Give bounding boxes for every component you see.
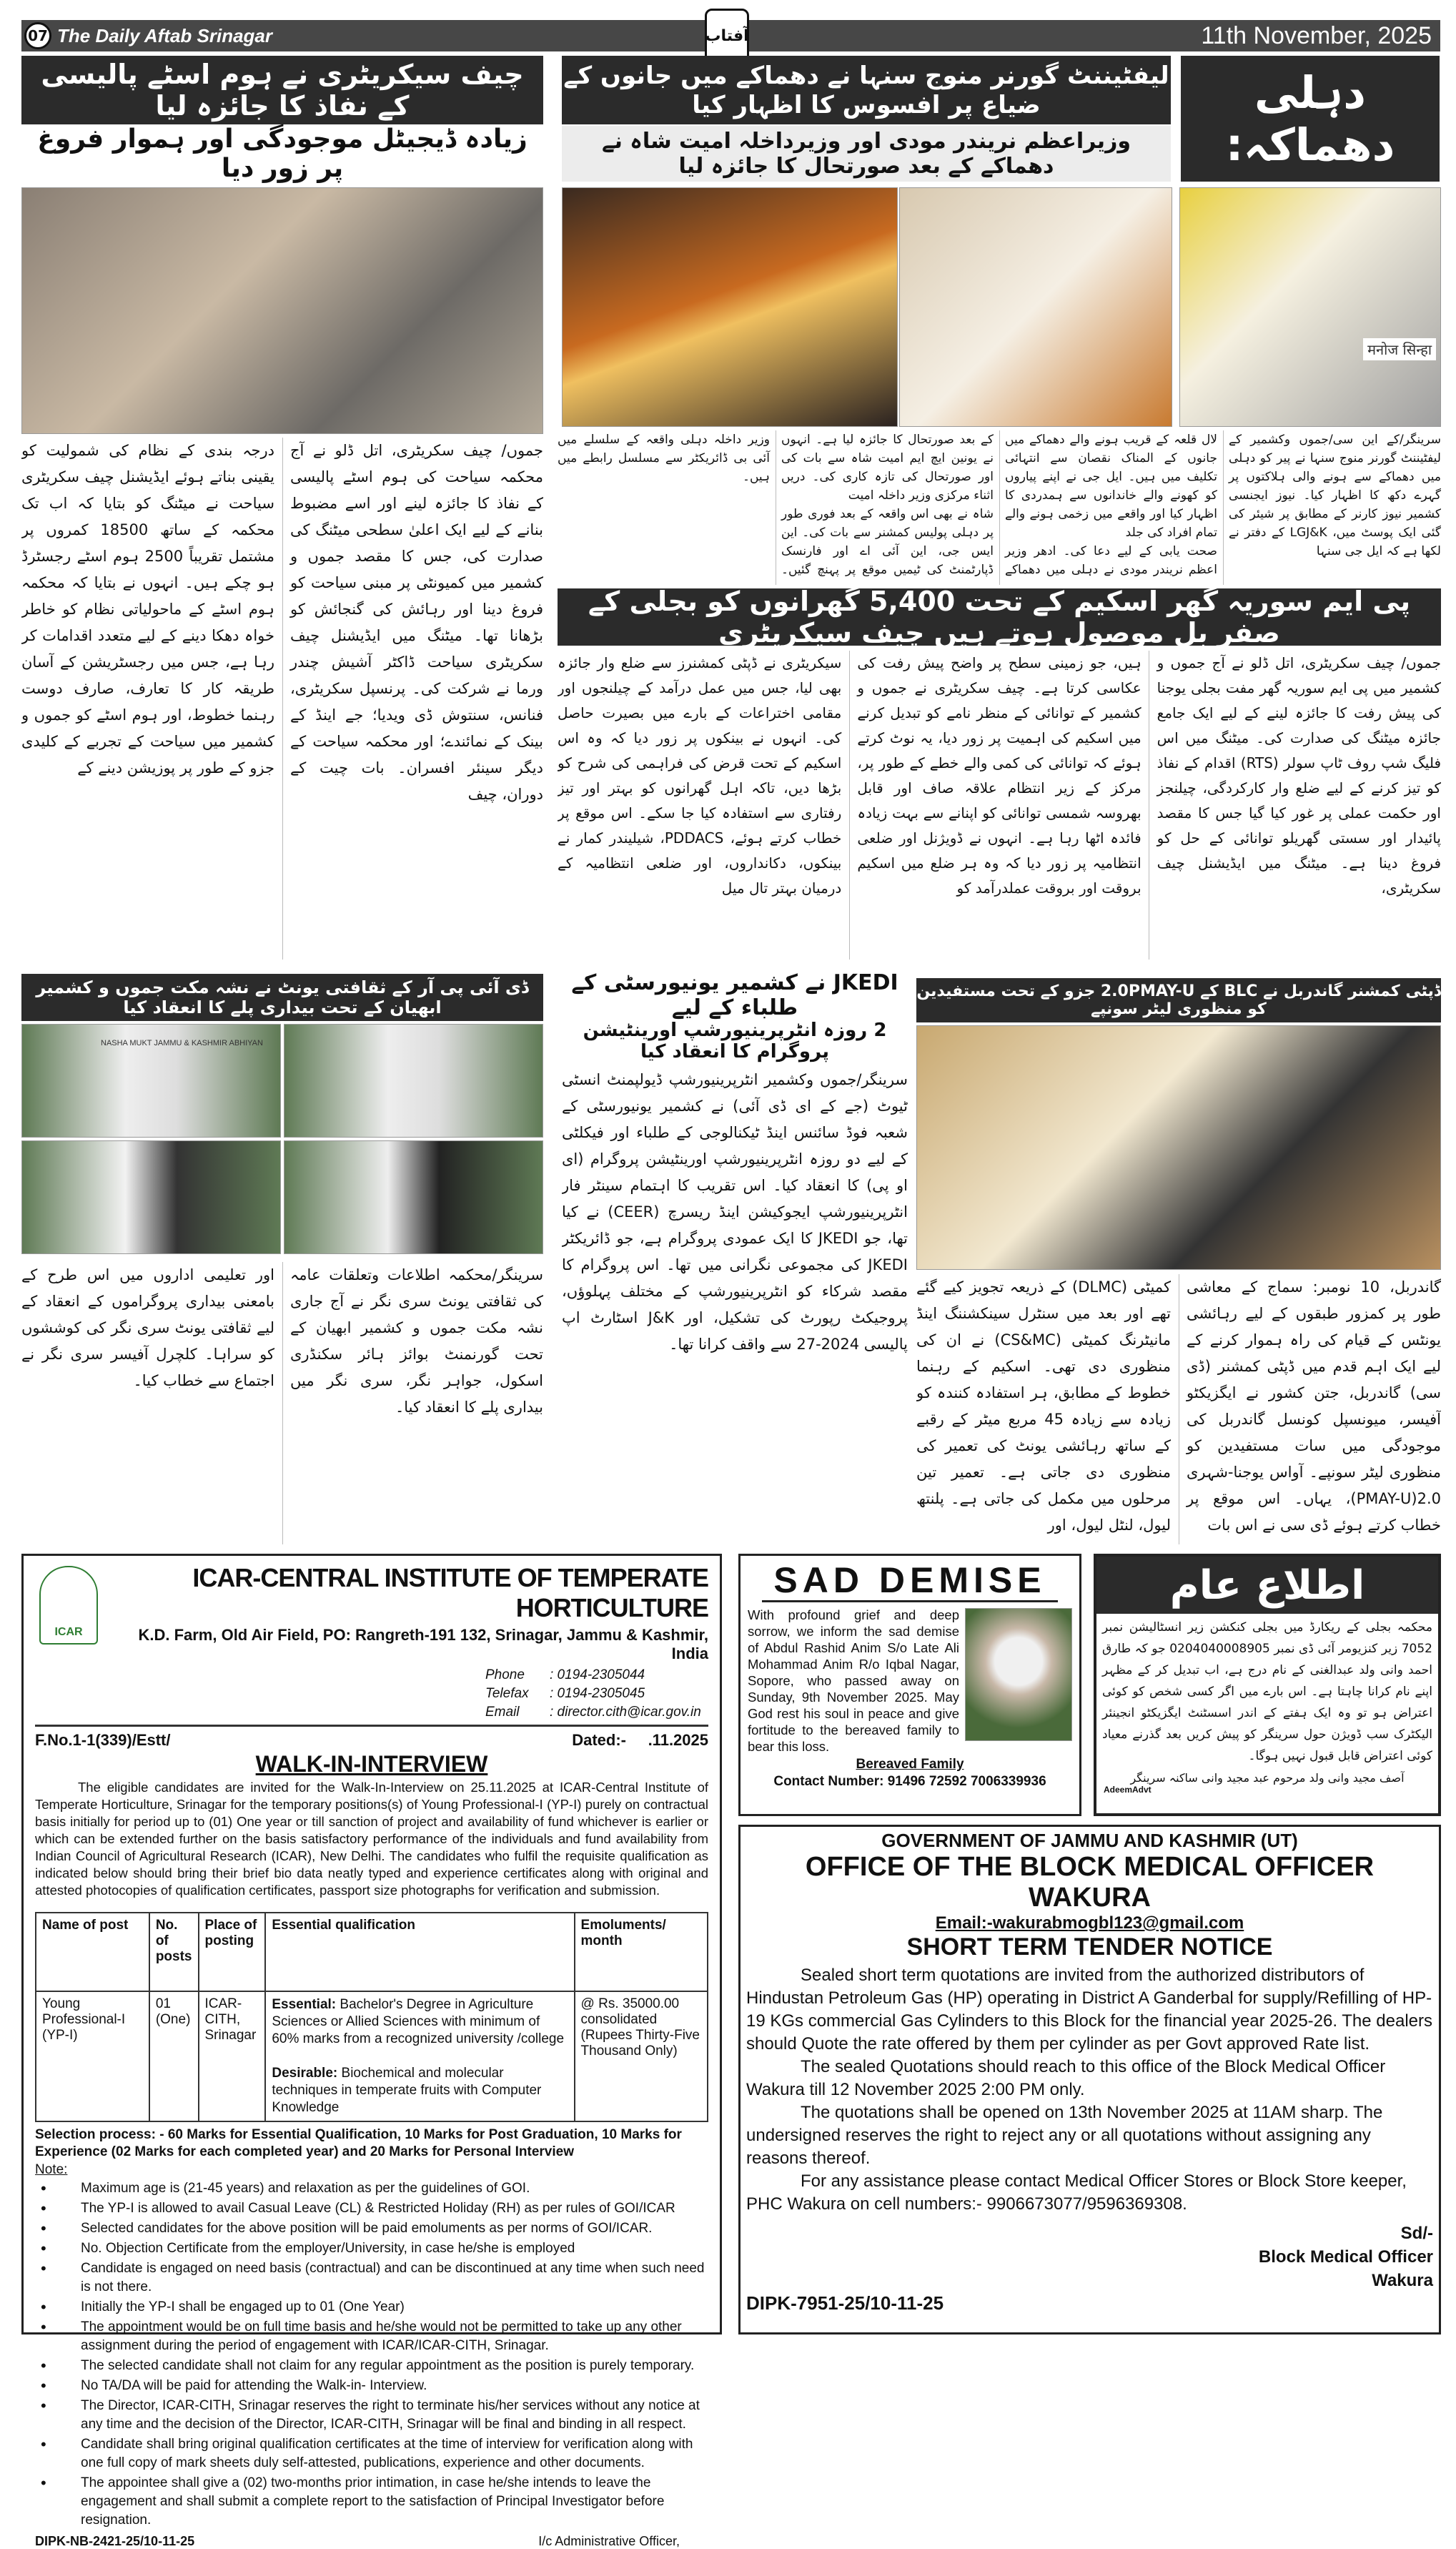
approval-letter-photo <box>916 1025 1441 1270</box>
public-notice-title: اطلاع عام <box>1096 1557 1438 1614</box>
tender-paragraph: For any assistance please contact Medical Officer Stores or Block Store keeper, PHC Wakura on cell numbers:- 9906673077/9596369308. <box>746 2171 1407 2214</box>
table-row: Young Professional-I (YP-I) 01 (One) ICAR-CITH, Srinagar Essential: Bachelor's Degree in Agriculture Sciences or Allied Sciences with minimum of 60% marks from a recognized university /college Desirable: Biochemical and molecular techniques in temperate fruits with Computer Knowledge @ Rs. 35000.00 consolidated (Rupees Thirty-Five Thousand Only) <box>36 1991 708 2121</box>
icar-logo <box>39 1566 98 1645</box>
tender-office: OFFICE OF THE BLOCK MEDICAL OFFICER WAKURA <box>805 1852 1375 1913</box>
icar-contact-telefax: Telefax : 0194-2305045 <box>485 1686 645 1701</box>
article-paragraph: گاندربل، 10 نومبر: سماج کے معاشی طور پر کمزور طبقوں کے لیے رہائشی یونٹس کے قیام کی راہ ہموار کرنے کے لیے ایک اہم قدم میں ڈپٹی کمشنر (ڈی سی) گاندربل، جتن کشور نے ایگزیکٹو آفیسر، میونسپل کونسل گاندربل کی موجودگی میں سات مستفیدین کو منظوری لیٹر سونپے۔ آواس یوجنا-شہری 2.0(PMAY-U)، یہاں۔ اس موقع پر خطاب کرتے ہوئے ڈی سی نے اس بات <box>1187 1278 1441 1534</box>
list-item: • The Director, ICAR-CITH, Srinagar reserves the right to terminate his/her services without any notice at any time and the decision of the Director, ICAR-CITH, Srinagar will be final and binding in all respect. <box>35 2397 708 2434</box>
tender-email: Email:-wakurabmogbl123@gmail.com <box>935 1913 1244 1933</box>
public-notice <box>1094 1554 1441 1816</box>
article-paragraph: درجہ بندی کے نظام کی شمولیت کو یقینی بناتے ہوئے ایڈیشنل چیف سکریٹری سیاحت نے میٹنگ کو بتایا کہ اب تک محکمہ کے ساتھ 18500 کمروں پر مشتمل تقریباً 2500 ہوم اسٹے رجسٹرڈ ہو چکے ہیں۔ انہوں نے بتایا کہ محکمہ ہوم اسٹے کے ماحولیاتی نظام کو خاطر خواہ دھکا دینے کے لیے متعدد اقدامات کر رہا ہے، جس میں رجسٹریشن کے آسان طریقہ کار کا تعارف، صارف دوست رہنما خطوط، اور ہوم اسٹے کو جموں و کشمیر میں سیاحت کے تجربے کے کلیدی جزو کے طور پر پوزیشن دینے کے <box>21 442 274 776</box>
tender-paragraph: Sealed short term quotations are invited from the authorized distributors of Hindustan Petroleum Gas (HP) operating in District A Ganderbal for supply/Refilling of HP-19 KGs commercial Gas Cylinders to this Block for the financial year 2025-26. The dealers should Quote the rate offered by them per cylinder as per Govt approved Rate list. <box>746 1966 1432 2054</box>
icar-logo-text: ICAR <box>54 1626 83 1638</box>
notes-list <box>35 2179 708 2530</box>
list-item: • Initially the YP-I shall be engaged up to 01 (One Year) <box>35 2298 708 2317</box>
article-paragraph: سرینگر/کے این سی/جموں وکشمیر کے لیفٹیننٹ گورنر منوج سنہا نے پیر کو دہلی میں دھماکے سے ہونے والی ہلاکتوں پر گہرے دکھ کا اظہار کیا۔ نیوز ایجنسی کشمیر نیوز کارنر کے مطابق پر شیئر کی گئی ایک پوسٹ میں، LGJ&K کے دفتر نے لکھا ہے کہ ایل جی سنہا <box>1229 433 1441 558</box>
article-paragraph: کمیٹی (DLMC) کے ذریعہ تجویز کیے گئے تھے اور بعد میں سنٹرل سینکشننگ اینڈ مانیٹرنگ کمیٹی (CS&MC) نے ان کی منظوری دی تھی۔ اسکیم کے رہنما خطوط کے مطابق، ہر استفادہ کنندہ کو زیادہ سے زیادہ 45 مربع میٹر کے رقبے کے ساتھ رہائشی یونٹ کی تعمیر کی منظوری دی جاتی ہے۔ تعمیر تین مرحلوں میں مکمل کی جاتی ہے۔ پلنتھ لیول، لنٹل لیول، اور <box>916 1278 1171 1534</box>
deceased-photo <box>965 1608 1072 1741</box>
list-item: • The selected candidate shall not claim for any regular appointment as the position is purely temporary. <box>35 2357 708 2375</box>
homestay-article <box>21 438 543 960</box>
blast-fire-photo <box>562 187 898 427</box>
list-item: • No. Objection Certificate from the employer/University, in case he/she is employed <box>35 2239 708 2258</box>
article-paragraph: اور تعلیمی اداروں میں اس طرح کے بامعنی بیداری پروگراموں کے انعقاد کے لیے ثقافتی یونٹ سری نگر کی کوششوں کو سراہا۔ کلچرل آفیسر سری نگر نے اجتماع سے خطاب کیا۔ <box>21 1266 274 1389</box>
sad-demise-title: SAD DEMISE <box>762 1560 1058 1602</box>
note-label: Note: <box>35 2162 68 2177</box>
awareness-play-photo <box>284 1140 543 1254</box>
issue-date: 11th November, 2025 <box>1201 22 1432 49</box>
article-paragraph: جموں/ چیف سکریٹری، اتل ڈلو نے آج جموں و کشمیر میں پی ایم سوریہ گھر مفت بجلی یوجنا کی پیش رفت کا جائزہ لینے کے لیے ایک جامع جائزہ میٹنگ کی صدارت کی۔ میٹنگ میں اس فلیگ شپ روف ٹاپ سولر (RTS) اقدام کے نفاذ کو تیز کرنے کے لیے ضلع وار کارکردگی، چیلنجز اور حکمت عملی پر غور کیا گیا جس کا مقصد پائیدار اور سستی گھریلو توانائی کے حل کو فروغ دینا ہے۔ میٹنگ میں ایڈیشنل چیف سکریٹری، <box>1157 654 1441 897</box>
drug-free-headline: ڈی آئی پی آر کے ثقافتی یونٹ نے نشہ مکت جموں و کشمیر ابھیان کے تحت بیداری پلے کا انعقاد کیا <box>21 974 543 1021</box>
tender-notice <box>738 1825 1441 2334</box>
article-paragraph: لال قلعہ کے قریب ہونے والے دھماکے میں جانوں کے المناک نقصان سے انتہائی تکلیف میں ہیں۔ ایل جی نے اپنے پیاروں کو کھونے والے خاندانوں سے ہمدردی کا اظہار کیا اور واقعے میں زخمی ہونے والے تمام افراد کی جلد <box>1005 433 1217 540</box>
homestay-headline: چیف سیکریٹری نے ہوم اسٹے پالیسی کے نفاذ کا جائزہ لیا <box>21 56 543 124</box>
tender-signature: Sd/- <box>1400 2224 1433 2243</box>
jkedi-headline-2: 2 روزہ انٹرپرینیورشپ اورینٹیشن پروگرام کا انعقاد کیا <box>583 1020 887 1063</box>
tender-signatory: Block Medical Officer <box>1258 2247 1433 2267</box>
list-item: • Maximum age is (21-45 years) and relaxation as per the guidelines of GOI. <box>35 2179 708 2198</box>
delhi-blast-kicker: دہلی دھماکہ: <box>1181 56 1440 182</box>
contact-number: Contact Number: 91496 72592 7006339936 <box>773 1774 1046 1789</box>
tender-paragraph: The quotations shall be opened on 13th November 2025 at 11AM sharp. The undersigned reserves the right to reject any or all quotations without assigning any reasons thereof. <box>746 2103 1383 2168</box>
awareness-play-photo <box>21 1024 281 1138</box>
article-paragraph: سرینگر/محکمہ اطلاعات وتعلقات عامہ کی ثقافتی یونٹ سری نگر نے آج جاری نشہ مکت جموں و کشمیر ابھیان کے تحت گورنمنٹ بوائز ہائر سکنڈری اسکول، جواہر نگر، سری نگر میں بیداری پلے کا انعقاد کیا۔ <box>290 1266 543 1416</box>
icar-signatory: I/c Administrative Officer, <box>538 2534 680 2548</box>
pmay-article <box>916 1274 1441 1544</box>
delhi-blast-article <box>558 430 1441 585</box>
tender-reference: DIPK-7951-25/10-11-25 <box>746 2292 944 2314</box>
article-paragraph: سیکریٹری نے ڈپٹی کمشنرز سے ضلع وار جائزہ بھی لیا، جس میں عمل درآمد کے چیلنجوں اور مقامی اختراعات کے بارے میں بصیرت حاصل کی۔ انہوں نے بینکوں پر زور دیا کہ وہ اس اسکیم کے تحت قرض کی فراہمی کی شرح کو بڑھا دیں، تاکہ اہل گھرانوں کو بہتر اور تیز رفتاری سے استفادہ کیا جا سکے۔ اس موقع پر خطاب کرتے ہوئے، PDDACS، شیلیندر کمار نے بینکوں، دکانداروں، اور ضلعی انتظامیہ کے درمیان بہتر تال میل <box>558 654 842 897</box>
surya-ghar-headline: پی ایم سوریہ گھر اسکیم کے تحت 5,400 گھرانوں کو بجلی کے صفر بل موصول ہوتے ہیں چیف سیکریٹری <box>558 588 1441 646</box>
pmay-headline: ڈپٹی کمشنر گاندربل نے BLC کے 2.0PMAY-U جزو کے تحت مستفیدین کو منظوری لیٹر سونپے <box>916 978 1441 1022</box>
list-item: • Candidate is engaged on need basis (contractual) and can be discontinued at any time when such need is not there. <box>35 2259 708 2297</box>
public-notice-body: محکمہ بجلی کے ریکارڈ میں بجلی کنکشن زیر انسٹالیشن نمبر 7052 زیر کنزیومر آئی ڈی نمبر 0204040008905 جو کہ طارق احمد وانی ولد عبدالغنی کے نام درج ہے، اب تبدیل کر کے مظہر اپنے نام کرانا چاہتا ہے۔ اس بارے میں اگر کسی شخص کو کوئی اعتراض ہو تو وہ ایک ہفتے کے اندر اسسٹنٹ ایگزیکٹو انجینئر الیکٹرک سب ڈویژن حول سرینگر کو پیش کریں بعد گذرنے معیاد کوئی اعتراض قابل قبول نہیں ہوگا۔ <box>1102 1620 1432 1763</box>
icar-intro: The eligible candidates are invited for the Walk-In-Interview on 25.11.2025 at ICAR-Central Institute of Temperate Horticulture, Srinagar for the temporary positions(s) of Young Professional-I (YP-I) purely on contractual basis initially for period up to (01) One year or till sanction of project and availability of fund whichever is earlier or which can be extended further on the basis satisfactory performance of the individuals and fund availability from Indian Council of Agricultural Research (ICAR), New Delhi. The candidates who fulfil the requisite qualification as indicated below should bring their brief bio data neatly typed and experience certificates along with original and attested photocopies of qualification certificates, passport size photographs for verification and submission. <box>35 1780 708 1898</box>
tender-government: GOVERNMENT OF JAMMU AND KASHMIR (UT) <box>881 1830 1298 1851</box>
table-header-row: Name of post No. of posts Place of posting Essential qualification Emoluments/ month <box>36 1913 708 1991</box>
walk-in-heading: WALK-IN-INTERVIEW <box>255 1751 488 1777</box>
icar-file-number: F.No.1-1(339)/Estt/ <box>35 1731 171 1749</box>
modi-photo <box>899 187 1172 427</box>
selection-process: Selection process: - 60 Marks for Essential Qualification, 10 Marks for Post Graduation, 10 Marks for Experience (02 Marks for each completed year) and 20 Marks for Personal Interview <box>35 2127 682 2159</box>
sad-demise-notice <box>738 1554 1081 1816</box>
icar-contact-phone: Phone : 0194-2305044 <box>485 1667 645 1682</box>
icar-ad-reference: DIPK-NB-2421-25/10-11-25 <box>35 2534 195 2548</box>
surya-ghar-article <box>558 651 1441 960</box>
jkedi-article <box>562 1067 908 1544</box>
paper-name: The Daily Aftab Srinagar <box>57 25 272 46</box>
article-paragraph: جموں/ چیف سکریٹری، اتل ڈلو نے آج محکمہ سیاحت کی ہوم اسٹے پالیسی کے نفاذ کا جائزہ لینے اور اسے مضبوط بنانے کے لیے ایک اعلیٰ سطحی میٹنگ کی صدارت کی، جس کا مقصد جموں و کشمیر میں کمیونٹی پر مبنی سیاحت کو فروغ دینا اور رہائش کی گنجائش کو بڑھانا تھا۔ میٹنگ میں ایڈیشنل چیف سکریٹری سیاحت ڈاکٹر آشیش چندر ورما نے شرکت کی۔ پرنسپل سکریٹری، فنانس، سنتوش ڈی ویدیا؛ جے اینڈ کے بینک کے نمائندے؛ اور محکمہ سیاحت کے دیگر سینئر افسران۔ بات چیت کے دوران، چیف <box>290 442 543 803</box>
divider <box>35 1725 708 1727</box>
tender-paragraph: The sealed Quotations should reach to this office of the Block Medical Officer Wakura till 12 November 2025 2:00 PM only. <box>746 2057 1386 2099</box>
icar-post-table <box>35 1912 708 2122</box>
drug-free-photo-grid <box>21 1024 543 1254</box>
article-paragraph: سرینگر/جموں وکشمیر انٹرپرینیورشپ ڈیولپمنٹ انسٹی ٹیوٹ (جے کے ای ڈی آئی) نے کشمیر یونیورسٹی کے شعبہ فوڈ سائنس اینڈ ٹیکنالوجی کے طلباء اور فیکلٹی کے لیے دو روزہ انٹرپرینیورشپ اورینٹیشن پروگرام (ای او پی) کا انعقاد کیا۔ اس تقریب کا اہتمام سینٹر فار انٹرپرینیورشپ ایجوکیشن اینڈ ریسرچ (CEER) نے کیا تھا، جو JKEDI کا ایک عمودی پروگرام ہے، جو ڈائریکٹر JKEDI کی مجموعی نگرانی میں تھا۔ اس پروگرام کا مقصد شرکاء کو انٹرپرینیورشپ کے مختلف پہلوؤں، پروجیکٹ رپورٹ کی تشکیل، اور J&K اسٹارٹ اپ پالیسی 2024-27 سے واقف کرانا تھا۔ <box>562 1071 908 1353</box>
article-paragraph: ہیں، جو زمینی سطح پر واضح پیش رفت کی عکاسی کرتا ہے۔ چیف سکریٹری نے جموں و کشمیر کے توانائی کے منظر نامے کو تبدیل کرنے میں اسکیم کی اہمیت پر زور دیا، یہ نوٹ کرتے ہوئے کہ توانائی کی کمی والے خطے کے طور پر، مرکز کے زیر انتظام علاقہ صاف اور قابل بھروسہ شمسی توانائی کو اپنانے سے بہت زیادہ فائدہ اٹھا رہا ہے۔ انہوں نے ڈویژنل اور ضلعی انتظامیہ پر زور دیا کہ وہ ہر ضلع میں اسکیم بروقت اور بروقت عملدرآمد کو <box>857 654 1141 897</box>
article-paragraph: صحت یابی کے لیے دعا کی۔ ادھر وزیر اعظم نریندر مودی نے دہلی میں دھماکے کے بعد صورتحال کا جائزہ لیا ہے۔ انہوں نے یونین ایچ ایم امیت شاہ سے بات کی اور صورتحال کی تازہ کاری کی۔ دریں اثناء مرکزی وزیر داخلہ امیت <box>781 433 1217 577</box>
list-item: • The appointment would be on full time basis and he/she would not be permitted to take up any other assignment during the period of engagement with ICAR/ICAR-CITH, Srinagar. <box>35 2318 708 2355</box>
bereaved-family: Bereaved Family <box>856 1757 964 1772</box>
awareness-play-photo <box>284 1024 543 1138</box>
advert-tag: AdeemAdvt <box>1104 1785 1152 1795</box>
shah-sinha-photo <box>1179 187 1441 427</box>
sad-demise-body: With profound grief and deep sorrow, we inform the sad demise of Abdul Rashid Anim S/o Late Ali Mohammad Anim R/o Iqbal Nagar, Sopore, who passed away on Sunday, 9th November 2025. May God rest his soul in peace and give fortitude to the bereaved family to bear this loss. <box>748 1607 959 1754</box>
homestay-meeting-photo <box>21 187 543 434</box>
icar-title: ICAR-CENTRAL INSTITUTE OF TEMPERATE HORTICULTURE <box>192 1563 708 1622</box>
awareness-play-photo <box>21 1140 281 1254</box>
icar-walk-in-advertisement <box>21 1554 722 2548</box>
list-item: • Candidate shall bring original qualification certificates at the time of interview for verification along with one full copy of mark sheets duly self-attested, publications, experience and other documents. <box>35 2435 708 2472</box>
photo-name-plate: मनोज सिन्हा <box>1363 338 1436 360</box>
drug-free-article <box>21 1262 543 1544</box>
list-item: • The appointee shall give a (02) two-months prior intimation, in case he/she intends to leave the engagement and shall submit a complete report to the satisfaction of Principal Investigator before resignation. <box>35 2474 708 2530</box>
tender-title: SHORT TERM TENDER NOTICE <box>906 1933 1273 1961</box>
masthead-logo: آفتاب <box>705 9 749 63</box>
jkedi-headline-1: JKEDI نے کشمیر یونیورسٹی کے طلباء کے لیے <box>571 970 898 1020</box>
icar-dated: Dated:- .11.2025 <box>572 1731 708 1749</box>
article-paragraph: شاہ نے بھی اس واقعہ کے بعد فوری طور پر دہلی پولیس کمشنر سے بات کی۔ این ایس جی، این آئی اے اور فارنسک ڈپارٹمنٹ کی ٹیمیں موقع پر پہنچ گئیں۔ وزیر داخلہ دہلی واقعہ کے سلسلے میں آئی بی ڈائریکٹر سے مسلسل رابطے میں ہیں۔ <box>558 433 994 577</box>
list-item: • The YP-I is allowed to avail Casual Leave (CL) & Restricted Holiday (RH) as per rules of GOI/ICAR <box>35 2199 708 2218</box>
list-item: • Selected candidates for the above position will be paid emoluments as per norms of GOI/ICAR. <box>35 2219 708 2238</box>
tender-signatory-place: Wakura <box>1372 2271 1433 2290</box>
list-item: • No TA/DA will be paid for attending the Walk-in- Interview. <box>35 2377 708 2395</box>
delhi-blast-subheadline: وزیراعظم نریندر مودی اور وزیرداخلہ امیت شاہ نے دھماکے کے بعد صورتحال کا جائزہ لیا <box>562 126 1171 182</box>
page-number-badge: 07 <box>24 22 51 49</box>
public-notice-signature: آصف مجید وانی ولد مرحوم عبد مجید وانی ساکنہ سرینگر <box>1130 1771 1405 1785</box>
masthead-bar <box>21 20 1440 51</box>
photo-banner-text: NASHA MUKT JAMMU & KASHMIR ABHIYAN <box>101 1039 263 1047</box>
icar-address: K.D. Farm, Old Air Field, PO: Rangreth-191 132, Srinagar, Jammu & Kashmir, India <box>138 1626 708 1662</box>
icar-contact-email: Email : director.cith@icar.gov.in <box>485 1705 701 1720</box>
delhi-blast-headline: لیفٹیننٹ گورنر منوج سنہا نے دھماکے میں جانوں کے ضیاع پر افسوس کا اظہار کیا <box>562 56 1171 124</box>
homestay-subheadline: زیادہ ڈیجیٹل موجودگی اور ہموار فروغ پر زور دیا <box>37 124 528 183</box>
